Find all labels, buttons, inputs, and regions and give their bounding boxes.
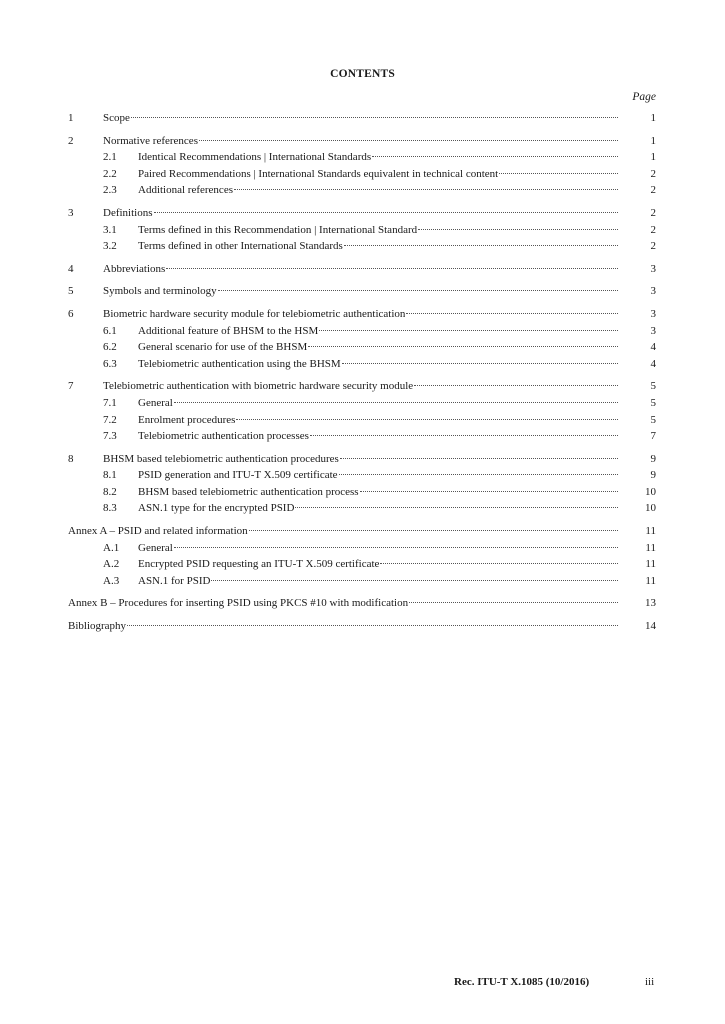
toc-dot-leader	[234, 188, 618, 190]
toc-entry-title: Enrolment procedures	[138, 413, 236, 426]
toc-entry-title: General	[138, 396, 173, 409]
toc-entry-page: 1	[650, 151, 656, 164]
toc-entry-number: A.2	[103, 558, 120, 571]
page-column-label: Page	[632, 91, 656, 103]
toc-entry-number: 7	[68, 380, 74, 393]
toc-entry-number: 7.2	[103, 413, 117, 426]
toc-dot-leader	[310, 434, 618, 436]
toc-entry[interactable]	[68, 378, 656, 395]
toc-entry-page: 4	[650, 357, 656, 370]
toc-entry-page: 2	[650, 240, 656, 253]
toc-entry-number: 1	[68, 112, 74, 124]
toc-entry-title: Terms defined in this Recommendation | International Standard	[138, 223, 418, 236]
toc-entry[interactable]	[68, 395, 656, 412]
footer-page-number: iii	[645, 976, 655, 988]
toc-dot-leader	[236, 418, 618, 420]
toc-entry[interactable]	[68, 133, 656, 150]
toc-entry-title: Paired Recommendations | International Standards equivalent in technical content	[138, 167, 499, 180]
toc-entry-title: Additional references	[138, 184, 233, 197]
toc-entry-number: 3	[68, 206, 74, 219]
toc-entry-title: BHSM based telebiometric authentication procedures	[103, 452, 339, 465]
toc-entry-page: 7	[650, 430, 656, 443]
toc-entry[interactable]	[68, 110, 656, 127]
toc-entry-page: 1	[650, 112, 656, 124]
toc-dot-leader	[319, 329, 618, 331]
toc-entry-title: BHSM based telebiometric authentication process	[138, 485, 359, 498]
toc-entry-page: 2	[650, 223, 656, 236]
toc-entry-title: Identical Recommendations | International Standards	[138, 151, 372, 164]
toc-entry-title: Biometric hardware security module for telebiometric authentication	[103, 307, 406, 320]
toc-dot-leader	[249, 529, 618, 531]
toc-entry-title: Normative references	[103, 134, 198, 147]
toc-entry-number: 8.1	[103, 469, 117, 482]
toc-entry-title: Telebiometric authentication using the BHSM	[138, 357, 341, 370]
toc-entry[interactable]	[68, 556, 656, 573]
toc-entry-number: 6	[68, 307, 74, 320]
toc-entry-page: 10	[645, 485, 656, 498]
toc-entry-title: Telebiometric authentication processes	[138, 430, 309, 443]
toc-entry-number: 8.3	[103, 502, 117, 515]
toc-dot-leader	[418, 228, 618, 230]
toc-entry-number: 7.3	[103, 430, 117, 443]
toc-entry-title: General scenario for use of the BHSM	[138, 341, 308, 354]
toc-entry[interactable]	[68, 238, 656, 255]
toc-entry-page: 9	[650, 469, 656, 482]
toc-entry-number: 6.2	[103, 341, 117, 354]
toc-entry-page: 11	[645, 574, 656, 587]
toc-entry[interactable]	[68, 540, 656, 557]
toc-entry-number: 2	[68, 134, 74, 147]
toc-entry-page: 3	[650, 285, 656, 298]
toc-entry-title: Symbols and terminology	[103, 285, 217, 298]
toc-entry-page: 1	[650, 134, 656, 147]
toc-entry-number: 2.3	[103, 184, 117, 197]
toc-entry[interactable]	[68, 573, 656, 590]
toc-dot-leader	[499, 172, 618, 174]
toc-entry[interactable]	[68, 205, 656, 222]
toc-entry-number: 2.2	[103, 167, 117, 180]
toc-entry[interactable]	[68, 467, 656, 484]
toc-entry-page: 2	[650, 167, 656, 180]
toc-entry-title: PSID generation and ITU-T X.509 certificate	[138, 469, 338, 482]
toc-entry-number: A.1	[103, 541, 120, 554]
toc-entry-title: General	[138, 541, 173, 554]
toc-entry-title: Annex B – Procedures for inserting PSID using PKCS #10 with modification	[68, 597, 409, 610]
toc-entry-page: 5	[650, 413, 656, 426]
toc-entry-page: 3	[650, 324, 656, 337]
toc-entry[interactable]	[68, 323, 656, 340]
toc-entry[interactable]	[68, 618, 656, 635]
toc-dot-leader	[211, 579, 618, 581]
toc-entry-title: Telebiometric authentication with biometric hardware security module	[103, 380, 414, 393]
toc-dot-leader	[174, 546, 618, 548]
toc-entry[interactable]	[68, 451, 656, 468]
toc-entry-number: 8	[68, 452, 74, 465]
toc-dot-leader	[295, 506, 618, 508]
toc-entry-page: 4	[650, 341, 656, 354]
toc-entry-title: Terms defined in other International Standards	[138, 240, 343, 253]
toc-entry-title: ASN.1 type for the encrypted PSID	[138, 502, 295, 515]
toc-entry-number: 7.1	[103, 396, 117, 409]
toc-dot-leader	[380, 562, 618, 564]
toc-entry-title: Bibliography	[68, 620, 127, 633]
toc-entry[interactable]	[68, 222, 656, 239]
toc-entry-page: 5	[650, 396, 656, 409]
toc-entry[interactable]	[68, 306, 656, 323]
toc-entry-number: 5	[68, 285, 74, 298]
toc-entry[interactable]	[68, 182, 656, 199]
toc-entry[interactable]	[68, 428, 656, 445]
toc-dot-leader	[409, 601, 618, 603]
toc-entry[interactable]	[68, 356, 656, 373]
table-of-contents	[68, 110, 656, 635]
page-title: CONTENTS	[330, 68, 395, 80]
toc-dot-leader	[174, 401, 618, 403]
toc-entry-page: 2	[650, 184, 656, 197]
toc-dot-leader	[406, 312, 618, 314]
toc-dot-leader	[339, 473, 618, 475]
toc-entry[interactable]	[68, 261, 656, 278]
toc-entry-title: Annex A – PSID and related information	[68, 525, 248, 538]
toc-dot-leader	[360, 490, 618, 492]
toc-entry[interactable]	[68, 595, 656, 612]
toc-entry-number: A.3	[103, 574, 120, 587]
toc-entry-number: 8.2	[103, 485, 117, 498]
toc-dot-leader	[131, 116, 618, 118]
toc-entry-title: Encrypted PSID requesting an ITU-T X.509 certificate	[138, 558, 380, 571]
toc-dot-leader	[218, 289, 618, 291]
toc-entry-page: 14	[645, 620, 656, 633]
toc-entry-number: 6.3	[103, 357, 117, 370]
toc-entry-page: 3	[650, 262, 656, 275]
toc-entry-number: 4	[68, 262, 74, 275]
toc-entry-page: 11	[645, 541, 656, 554]
toc-dot-leader	[127, 624, 618, 626]
toc-entry-page: 5	[650, 380, 656, 393]
toc-entry-number: 2.1	[103, 151, 117, 164]
toc-entry-page: 9	[650, 452, 656, 465]
toc-entry[interactable]	[68, 149, 656, 166]
footer-recommendation: Rec. ITU-T X.1085 (10/2016)	[454, 976, 590, 988]
toc-entry-number: 3.2	[103, 240, 117, 253]
toc-entry[interactable]	[68, 484, 656, 501]
toc-entry-number: 3.1	[103, 223, 117, 236]
toc-dot-leader	[199, 139, 618, 141]
toc-entry-title: Additional feature of BHSM to the HSM	[138, 324, 319, 337]
toc-entry-title: Scope	[103, 112, 130, 124]
toc-entry-title: Abbreviations	[103, 262, 166, 275]
toc-entry-page: 3	[650, 307, 656, 320]
toc-entry-page: 10	[645, 502, 656, 515]
toc-entry-title: ASN.1 for PSID	[138, 574, 211, 587]
toc-dot-leader	[166, 267, 618, 269]
toc-dot-leader	[414, 384, 618, 386]
toc-entry-page: 2	[650, 206, 656, 219]
toc-dot-leader	[340, 457, 618, 459]
toc-entry-number: 6.1	[103, 324, 117, 337]
toc-entry[interactable]	[68, 339, 656, 356]
toc-dot-leader	[308, 345, 618, 347]
toc-entry-title: Definitions	[103, 206, 153, 219]
toc-entry[interactable]	[68, 166, 656, 183]
toc-entry[interactable]	[68, 523, 656, 540]
toc-dot-leader	[154, 211, 619, 213]
toc-entry[interactable]	[68, 283, 656, 300]
toc-entry[interactable]	[68, 412, 656, 429]
toc-dot-leader	[342, 362, 618, 364]
toc-entry-page: 11	[645, 525, 656, 538]
toc-entry[interactable]	[68, 500, 656, 517]
toc-dot-leader	[372, 155, 618, 157]
toc-entry-page: 11	[645, 558, 656, 571]
toc-dot-leader	[344, 244, 618, 246]
toc-entry-page: 13	[645, 597, 656, 610]
